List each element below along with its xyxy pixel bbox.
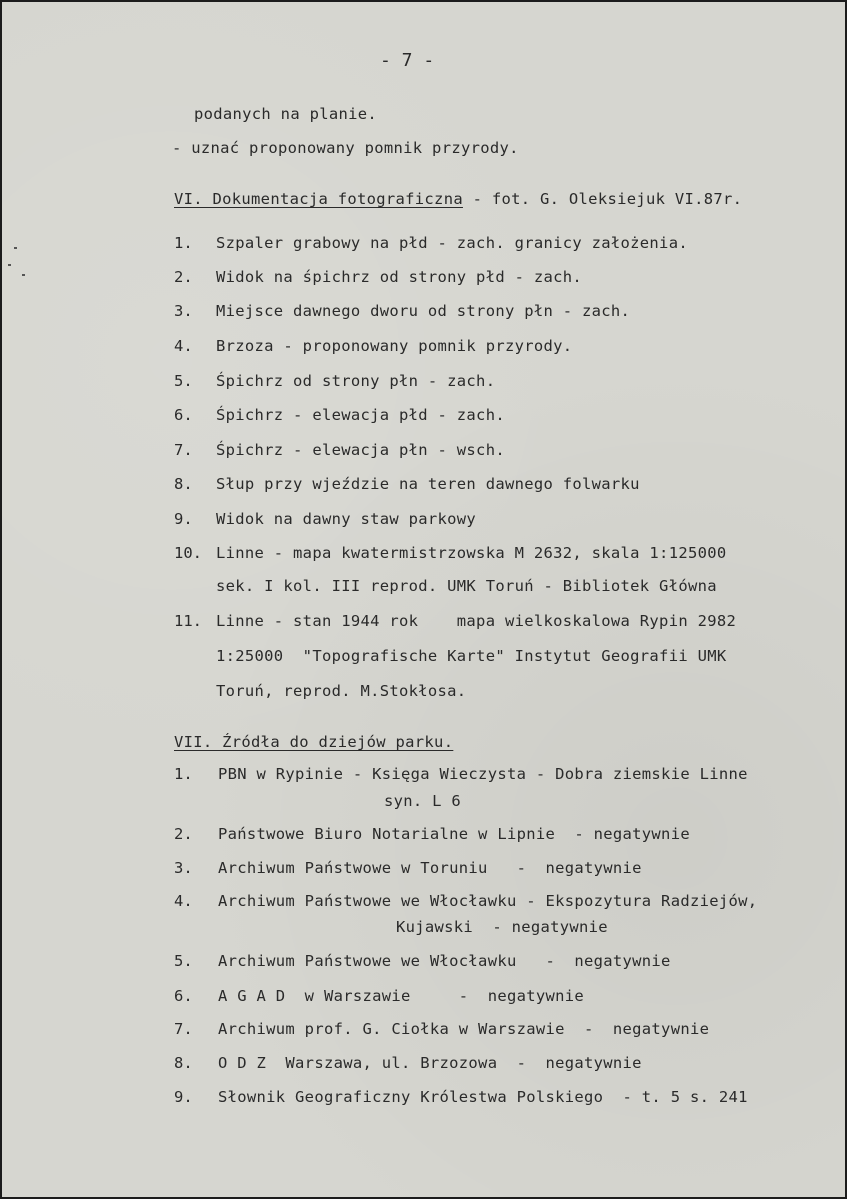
list-item-continuation: syn. L 6 — [384, 792, 462, 810]
list-item-number: 3. — [174, 302, 193, 320]
list-item: PBN w Rypinie - Księga Wieczysta - Dobra ziemskie Linne — [218, 765, 748, 783]
list-item: Słup przy wjeździe na teren dawnego folwarku — [216, 475, 640, 493]
list-item-number: 2. — [174, 268, 193, 286]
list-item-continuation: sek. I kol. III reprod. UMK Toruń - Bibliotek Główna — [216, 577, 717, 595]
list-item: Śpichrz - elewacja płd - zach. — [216, 406, 505, 424]
section-6-heading-rest: - fot. G. Oleksiejuk VI.87r. — [462, 190, 743, 208]
list-item-number: 5. — [174, 372, 193, 390]
list-item-number: 4. — [174, 337, 193, 355]
list-item-continuation: 1:25000 "Topografische Karte" Instytut Geografii UMK — [216, 647, 727, 665]
section-6-heading — [174, 190, 742, 208]
list-item-number: 2. — [174, 825, 193, 843]
list-item-number: 6. — [174, 406, 193, 424]
section-6-heading-title: VI. Dokumentacja fotograficzna — [174, 190, 463, 208]
list-item: Archiwum Państwowe w Toruniu - negatywnie — [218, 859, 642, 877]
list-item: Śpichrz - elewacja płn - wsch. — [216, 441, 505, 459]
list-item: A G A D w Warszawie - negatywnie — [218, 987, 585, 1005]
list-item-number: 7. — [174, 1020, 193, 1038]
list-item: Państwowe Biuro Notarialne w Lipnie - negatywnie — [218, 825, 690, 843]
scan-speck — [14, 247, 17, 249]
list-item: Słownik Geograficzny Królestwa Polskiego - t. 5 s. 241 — [218, 1088, 748, 1106]
list-item-number: 7. — [174, 441, 193, 459]
list-item-number: 9. — [174, 1088, 193, 1106]
list-item-number: 8. — [174, 475, 193, 493]
list-item-number: 8. — [174, 1054, 193, 1072]
list-item-number: 3. — [174, 859, 193, 877]
list-item-continuation: Toruń, reprod. M.Stokłosa. — [216, 682, 467, 700]
list-item-number: 1. — [174, 234, 193, 252]
list-item: O D Z Warszawa, ul. Brzozowa - negatywnie — [218, 1054, 642, 1072]
list-item: Widok na dawny staw parkowy — [216, 510, 477, 528]
intro-line-2: - uznać proponowany pomnik przyrody. — [172, 139, 519, 157]
list-item-number: 1. — [174, 765, 193, 783]
list-item-number: 4. — [174, 892, 193, 910]
list-item: Linne - mapa kwatermistrzowska M 2632, skala 1:125000 — [216, 544, 727, 562]
list-item: Brzoza - proponowany pomnik przyrody. — [216, 337, 573, 355]
list-item: Archiwum Państwowe we Włocławku - negatywnie — [218, 952, 671, 970]
list-item: Śpichrz od strony płn - zach. — [216, 372, 496, 390]
list-item: Archiwum prof. G. Ciołka w Warszawie - negatywnie — [218, 1020, 710, 1038]
list-item: Szpaler grabowy na płd - zach. granicy założenia. — [216, 234, 688, 252]
list-item-number: 5. — [174, 952, 193, 970]
list-item-number: 10. — [174, 544, 202, 562]
list-item: Archiwum Państwowe we Włocławku - Ekspozytura Radziejów, — [218, 892, 758, 910]
list-item-number: 6. — [174, 987, 193, 1005]
page-number: - 7 - — [380, 50, 435, 71]
list-item: Widok na śpichrz od strony płd - zach. — [216, 268, 583, 286]
scan-speck — [8, 264, 11, 266]
list-item-continuation: Kujawski - negatywnie — [396, 918, 608, 936]
intro-line-1: podanych na planie. — [194, 105, 378, 123]
section-7-heading: VII. Źródła do dziejów parku. — [174, 733, 454, 751]
scan-speck — [22, 274, 25, 276]
list-item-number: 11. — [174, 612, 202, 630]
list-item: Linne - stan 1944 rok mapa wielkoskalowa Rypin 2982 — [216, 612, 737, 630]
list-item-number: 9. — [174, 510, 193, 528]
list-item: Miejsce dawnego dworu od strony płn - zach. — [216, 302, 631, 320]
